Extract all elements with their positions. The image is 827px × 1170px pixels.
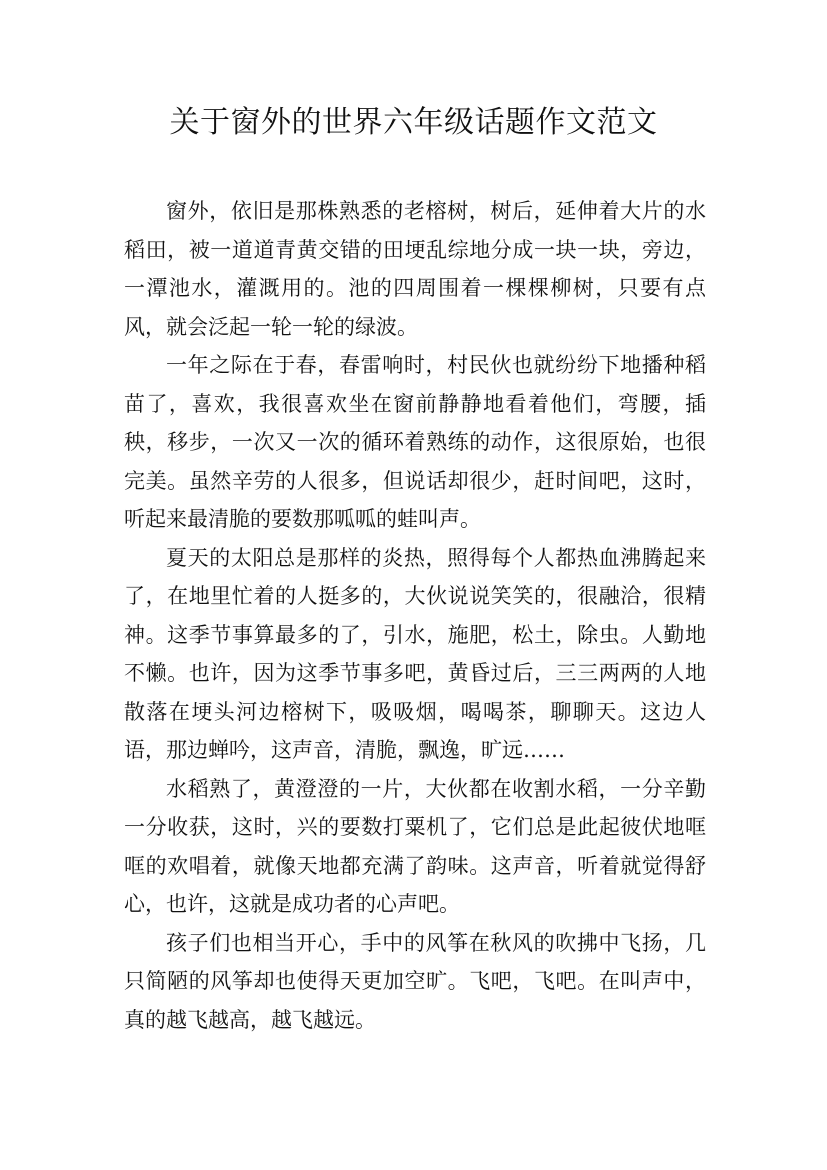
document-body [124,192,706,1039]
paragraph-4: 水稻熟了，黄澄澄的一片，大伙都在收割水稻，一分辛勤一分收获，这时，兴的要数打粟机了，它们总是此起彼伏地哐哐的欢唱着，就像天地都充满了韵味。这声音，听着就觉得舒心，也许，这就是成功者的心声吧。 [124,776,706,916]
paragraph-1: 窗外，依旧是那株熟悉的老榕树，树后，延伸着大片的水稻田，被一道道青黄交错的田埂乱综地分成一块一块，旁边，一潭池水，灌溉用的。池的四周围着一棵棵柳树，只要有点风，就会泛起一轮一轮的绿波。 [124,199,706,339]
paragraph-5: 孩子们也相当开心，手中的风筝在秋风的吹拂中飞扬，几只简陋的风筝却也使得天更加空旷。飞吧，飞吧。在叫声中，真的越飞越高，越飞越远。 [124,930,706,1032]
paragraph-2: 一年之际在于春，春雷响时，村民伙也就纷纷下地播种稻苗了，喜欢，我很喜欢坐在窗前静静地看着他们，弯腰，插秧，移步，一次又一次的循环着熟练的动作，这很原始，也很完美。虽然辛劳的人很多，但说话却很少，赶时间吧，这时，听起来最清脆的要数那呱呱的蛙叫声。 [124,353,706,531]
paragraph-3: 夏天的太阳总是那样的炎热，照得每个人都热血沸腾起来了，在地里忙着的人挺多的，大伙说说笑笑的，很融洽，很精神。这季节事算最多的了，引水，施肥，松土，除虫。人勤地不懒。也许，因为这季节事多吧，黄昏过后，三三两两的人地散落在埂头河边榕树下，吸吸烟，喝喝茶，聊聊天。这边人语，那边蝉吟，这声音，清脆，飘逸，旷远…… [124,545,706,762]
document-title: 关于窗外的世界六年级话题作文范文 [169,105,658,140]
